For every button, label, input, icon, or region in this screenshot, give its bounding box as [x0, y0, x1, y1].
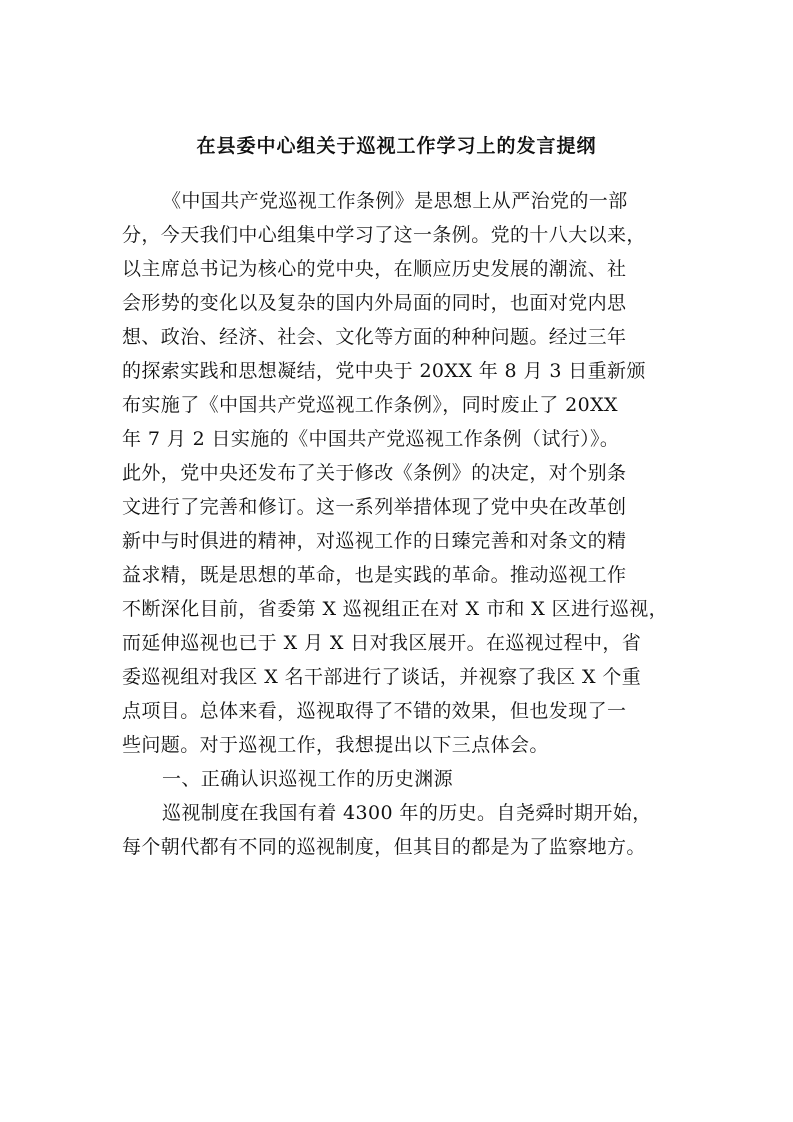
paragraph-1-line-8: 年 7 月 2 日实施的《中国共产党巡视工作条例（试行）》。	[122, 428, 620, 450]
paragraph-1-line-4: 会形势的变化以及复杂的国内外局面的同时，也面对党内思	[122, 292, 627, 314]
paragraph-1-line-11: 新中与时俱进的精神，对巡视工作的日臻完善和对条文的精	[122, 530, 627, 552]
paragraph-1-line-1: 《中国共产党巡视工作条例》是思想上从严治党的一部	[162, 190, 628, 212]
paragraph-1-line-15: 委巡视组对我区 X 名干部进行了谈话，并视察了我区 X 个重	[122, 666, 642, 688]
paragraph-1-line-2: 分，今天我们中心组集中学习了这一条例。党的十八大以来，	[122, 224, 646, 246]
paragraph-1-line-17: 些问题。对于巡视工作，我想提出以下三点体会。	[122, 734, 549, 756]
paragraph-1-line-14: 而延伸巡视也已于 X 月 X 日对我区展开。在巡视过程中，省	[122, 632, 642, 654]
paragraph-2-line-2: 每个朝代都有不同的巡视制度，但其目的都是为了监察地方。	[122, 836, 646, 858]
paragraph-1-line-7: 布实施了《中国共产党巡视工作条例》，同时废止了 20XX	[122, 394, 618, 416]
paragraph-1-line-5: 想、政治、经济、社会、文化等方面的种种问题。经过三年	[122, 326, 627, 348]
document-title: 在县委中心组关于巡视工作学习上的发言提纲	[196, 135, 597, 157]
section-heading-1: 一、正确认识巡视工作的历史渊源	[162, 768, 454, 790]
paragraph-1-line-12: 益求精，既是思想的革命，也是实践的革命。推动巡视工作	[122, 564, 627, 586]
paragraph-1-line-9: 此外，党中央还发布了关于修改《条例》的决定，对个别条	[122, 462, 627, 484]
paragraph-1-line-6: 的探索实践和思想凝结，党中央于 20XX 年 8 月 3 日重新颁	[122, 360, 646, 382]
paragraph-2-line-1: 巡视制度在我国有着 4300 年的历史。自尧舜时期开始，	[162, 802, 652, 824]
paragraph-1-line-16: 点项目。总体来看，巡视取得了不错的效果，但也发现了一	[122, 700, 627, 722]
paragraph-1-line-3: 以主席总书记为核心的党中央，在顺应历史发展的潮流、社	[122, 258, 627, 280]
document-body	[122, 184, 694, 864]
paragraph-1-line-10: 文进行了完善和修订。这一系列举措体现了党中央在改革创	[122, 496, 627, 518]
paragraph-1-line-13: 不断深化目前，省委第 X 巡视组正在对 X 市和 X 区进行巡视，	[122, 598, 669, 620]
